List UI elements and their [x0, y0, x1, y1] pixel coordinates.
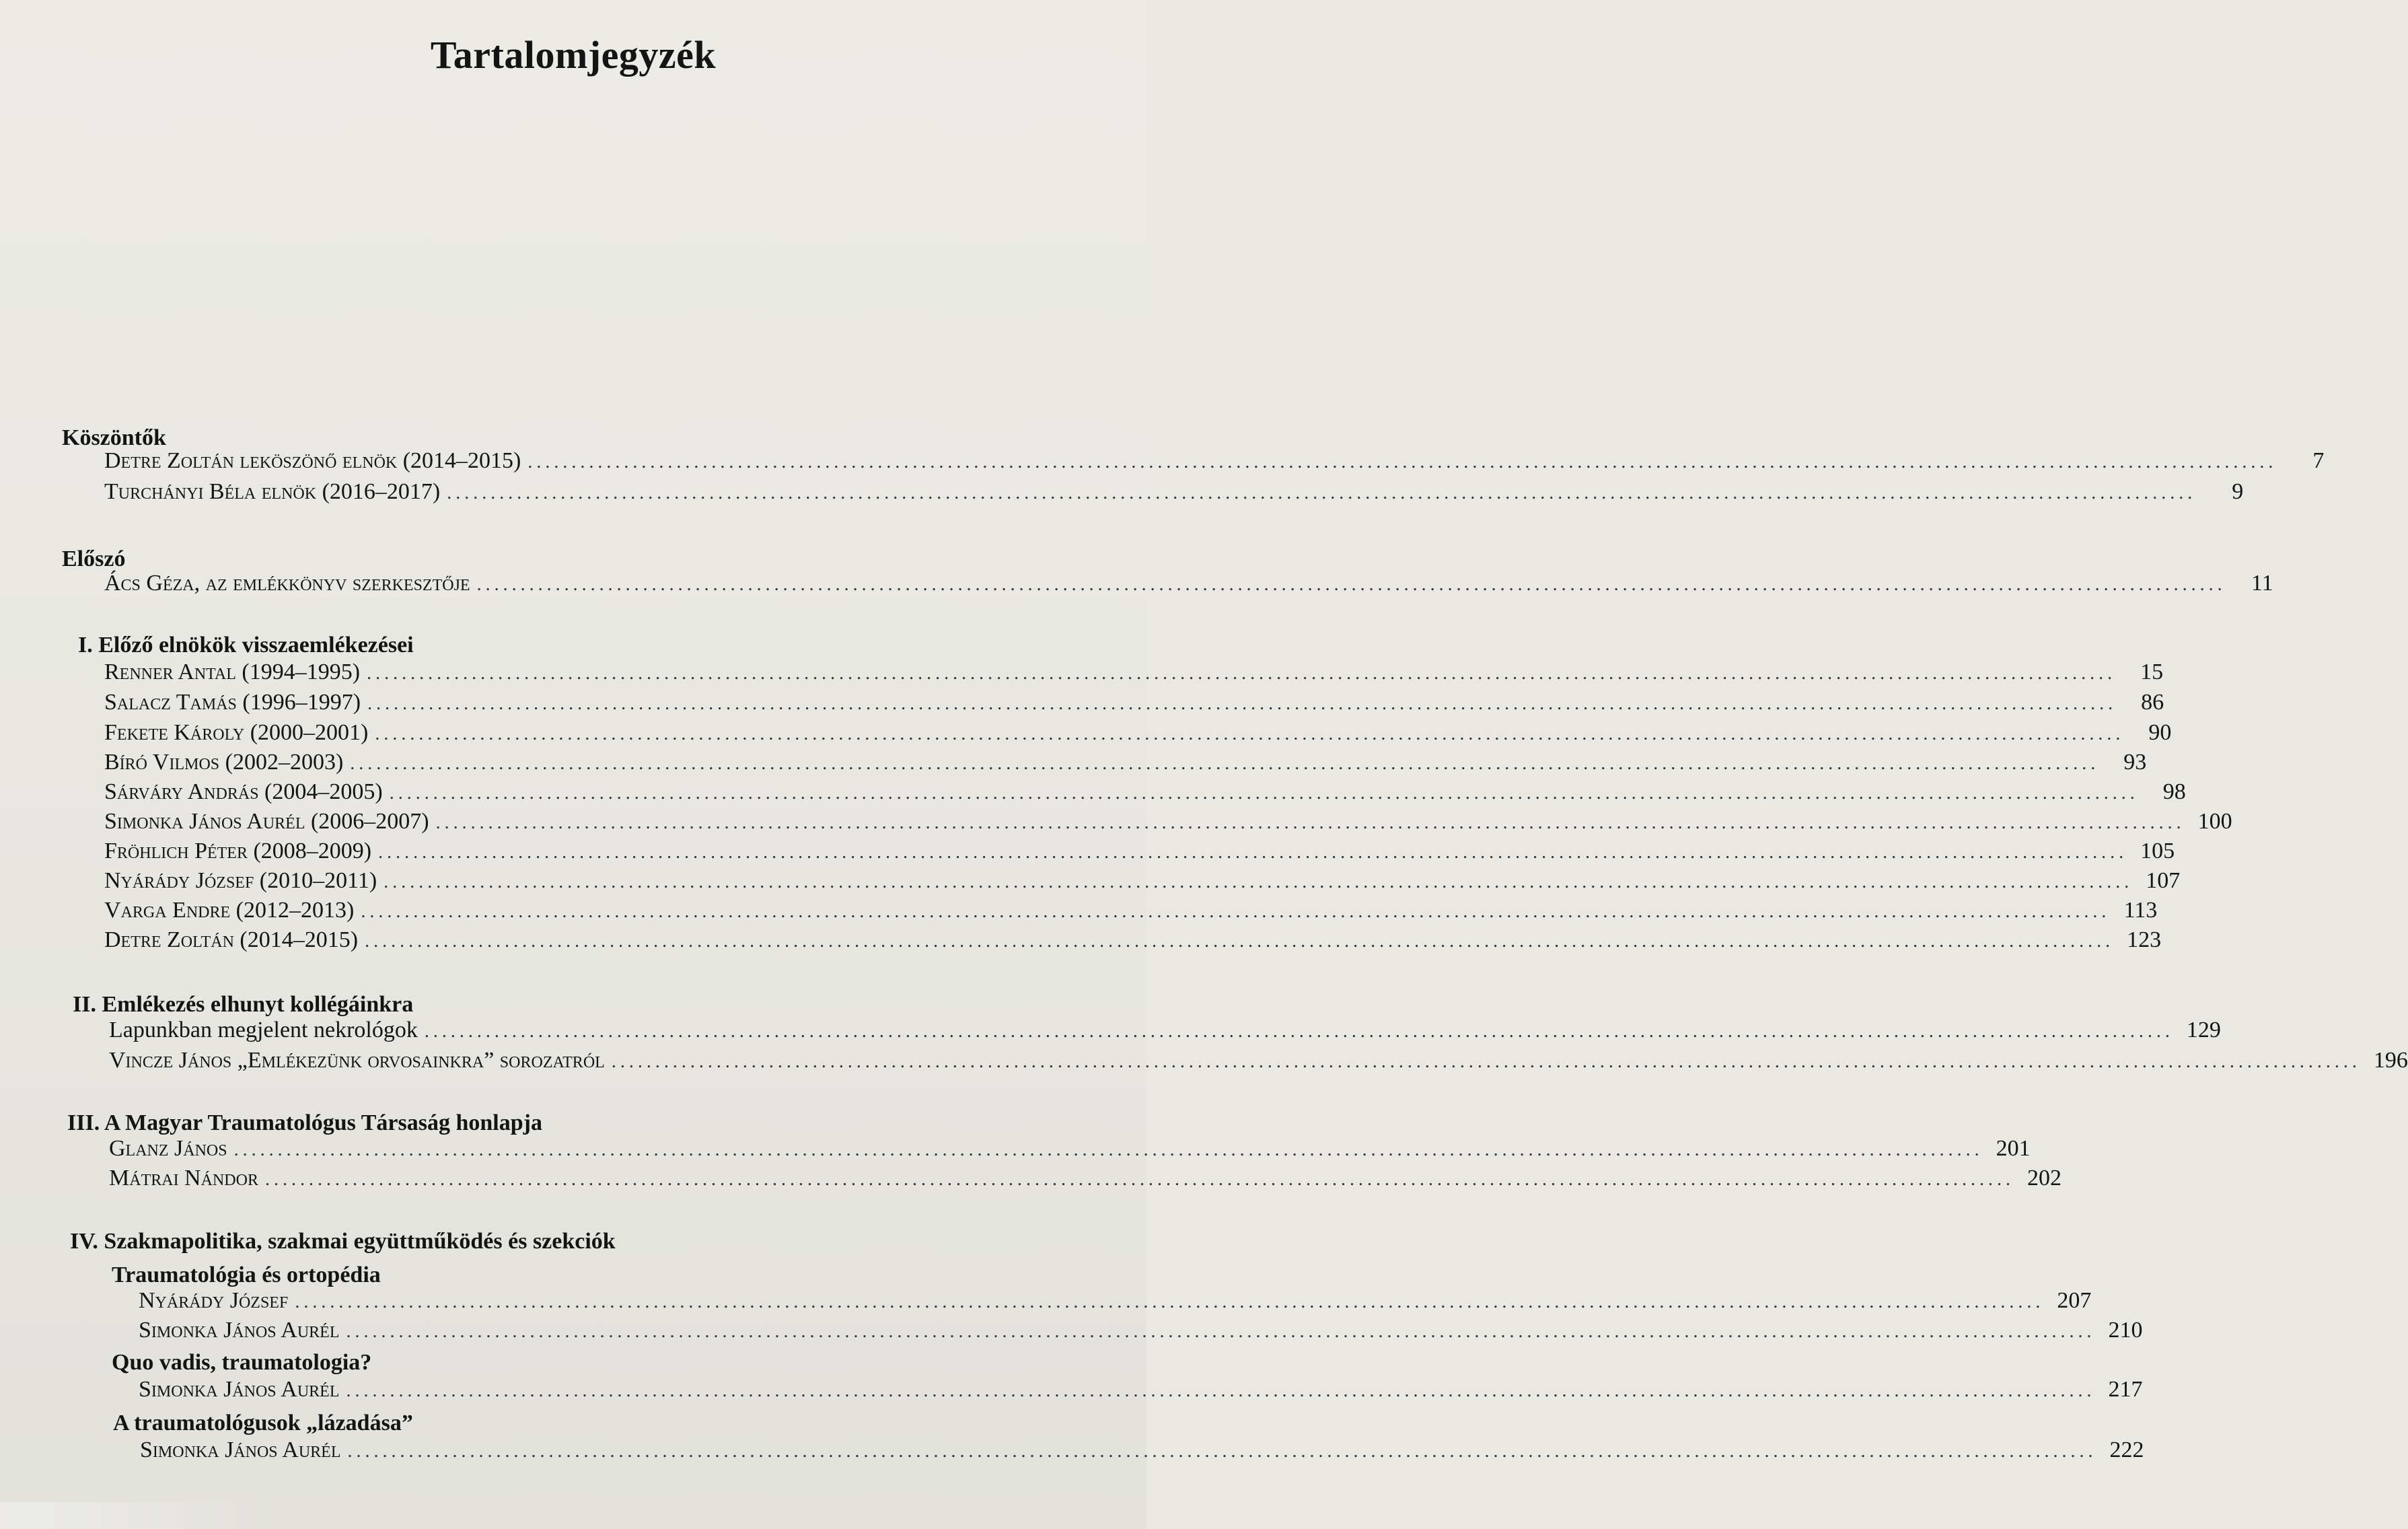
subsection-heading: A traumatológusok „lázadása”: [113, 1411, 413, 1435]
entry-text: Renner Antal (1994–1995): [104, 660, 361, 684]
dot-leader: ........................................................................................................................................................................................................: [361, 901, 2111, 922]
dot-leader: ........................................................................................................................................................................................................: [233, 1139, 1983, 1160]
entry-text: Lapunkban megjelent nekrológok: [109, 1018, 418, 1042]
toc-entry: [104, 868, 2181, 894]
entry-page: 90: [2148, 720, 2172, 745]
toc-entry: [104, 927, 2162, 953]
entry-text: Simonka János Aurél: [140, 1437, 341, 1462]
dot-leader: ........................................................................................................................................................................................................: [435, 812, 2185, 833]
entry-text: Simonka János Aurél (2006–2007): [104, 809, 429, 834]
entry-text: Detre Zoltán leköszönő elnök (2014–2015): [104, 448, 521, 473]
toc-entry: [104, 448, 2325, 474]
dot-leader: ........................................................................................................................................................................................................: [346, 1321, 2096, 1342]
entry-page: 98: [2162, 779, 2186, 804]
toc-entry: [109, 1166, 2062, 1191]
entry-page: 201: [1996, 1136, 2031, 1161]
entry-page: 107: [2146, 868, 2181, 893]
page-title: Tartalomjegyzék: [430, 33, 717, 77]
section-heading: IV. Szakmapolitika, szakmai együttműködés és szekciók: [70, 1229, 616, 1254]
entry-page: 7: [2312, 448, 2325, 473]
entry-page: 15: [2140, 660, 2164, 684]
entry-text: Salacz Tamás (1996–1997): [104, 690, 361, 715]
dot-leader: ........................................................................................................................................................................................................: [347, 1441, 2097, 1462]
dot-leader: ........................................................................................................................................................................................................: [295, 1291, 2045, 1312]
dot-leader: ........................................................................................................................................................................................................: [264, 1169, 2014, 1190]
dot-leader: ........................................................................................................................................................................................................: [527, 452, 2277, 472]
entry-text: Ács Géza, az emlékkönyv szerkesztője: [104, 571, 470, 596]
section-heading: III. A Magyar Traumatológus Társaság honlapja: [67, 1110, 542, 1135]
entry-text: Detre Zoltán (2014–2015): [104, 927, 359, 952]
toc-entry: [139, 1318, 2143, 1343]
entry-page: 105: [2140, 839, 2175, 863]
dot-leader: ........................................................................................................................................................................................................: [476, 574, 2226, 595]
dot-leader: ........................................................................................................................................................................................................: [424, 1021, 2174, 1042]
dot-leader: ........................................................................................................................................................................................................: [611, 1051, 2361, 1072]
dot-leader: ........................................................................................................................................................................................................: [378, 842, 2128, 863]
toc-entry: [104, 571, 2273, 596]
toc-entry: [104, 839, 2175, 864]
entry-text: Sárváry András (2004–2005): [104, 779, 383, 804]
entry-text: Glanz János: [109, 1136, 227, 1161]
entry-page: 100: [2197, 809, 2232, 834]
entry-text: Mátrai Nándor: [109, 1166, 258, 1190]
toc-entry: [104, 690, 2164, 715]
entry-text: Simonka János Aurél: [139, 1318, 340, 1343]
section-heading: Köszöntők: [62, 425, 166, 450]
entry-page: 129: [2186, 1018, 2221, 1042]
toc-entry: [104, 720, 2172, 746]
entry-page: 207: [2057, 1288, 2092, 1313]
entry-page: 86: [2141, 690, 2164, 715]
toc-entry: [104, 898, 2158, 923]
dot-leader: ........................................................................................................................................................................................................: [350, 753, 2100, 774]
dot-leader: ........................................................................................................................................................................................................: [365, 931, 2115, 952]
toc-entry: [104, 779, 2186, 805]
toc-entry: [109, 1136, 2031, 1162]
entry-page: 222: [2109, 1437, 2144, 1462]
toc-entry: [104, 809, 2232, 834]
entry-page: 210: [2108, 1318, 2143, 1343]
dot-leader: ........................................................................................................................................................................................................: [447, 483, 2197, 503]
entry-text: Turchányi Béla elnök (2016–2017): [104, 479, 441, 504]
entry-page: 9: [2232, 479, 2244, 504]
entry-text: Fröhlich Péter (2008–2009): [104, 839, 372, 863]
toc-entry: [104, 660, 2164, 685]
entry-text: Nyárády József: [139, 1288, 289, 1313]
toc-entry: [109, 1018, 2221, 1043]
dot-leader: ........................................................................................................................................................................................................: [367, 693, 2117, 714]
toc-entry: [140, 1437, 2144, 1463]
dot-leader: ........................................................................................................................................................................................................: [389, 783, 2139, 804]
toc-entry: [139, 1288, 2092, 1314]
dot-leader: ........................................................................................................................................................................................................: [367, 663, 2117, 684]
corner-shading: [0, 1502, 283, 1529]
entry-page: 217: [2108, 1377, 2143, 1402]
dot-leader: ........................................................................................................................................................................................................: [346, 1380, 2096, 1401]
entry-page: 11: [2251, 571, 2273, 596]
entry-page: 196: [2373, 1048, 2408, 1073]
entry-page: 202: [2027, 1166, 2062, 1190]
entry-text: Varga Endre (2012–2013): [104, 898, 355, 923]
section-heading: Előszó: [62, 546, 126, 571]
toc-entry: [139, 1377, 2143, 1402]
toc-entry: [104, 479, 2244, 505]
entry-text: Bíró Vilmos (2002–2003): [104, 750, 344, 775]
toc-entry: [109, 1048, 2408, 1073]
subsection-heading: Quo vadis, traumatologia?: [112, 1350, 372, 1375]
entry-text: Vincze János „Emlékezünk orvosainkra” sorozatról: [109, 1048, 605, 1073]
dot-leader: ........................................................................................................................................................................................................: [375, 723, 2125, 744]
entry-text: Fekete Károly (2000–2001): [104, 720, 369, 745]
entry-page: 123: [2127, 927, 2162, 952]
subsection-heading: Traumatológia és ortopédia: [112, 1263, 381, 1287]
section-heading: II. Emlékezés elhunyt kollégáinkra: [73, 992, 414, 1017]
dot-leader: ........................................................................................................................................................................................................: [384, 872, 2133, 892]
entry-text: Nyárády József (2010–2011): [104, 868, 377, 893]
toc-entry: [104, 750, 2147, 775]
entry-page: 93: [2123, 750, 2147, 775]
entry-text: Simonka János Aurél: [139, 1377, 340, 1402]
entry-page: 113: [2123, 898, 2158, 923]
section-heading: I. Előző elnökök visszaemlékezései: [78, 633, 414, 657]
